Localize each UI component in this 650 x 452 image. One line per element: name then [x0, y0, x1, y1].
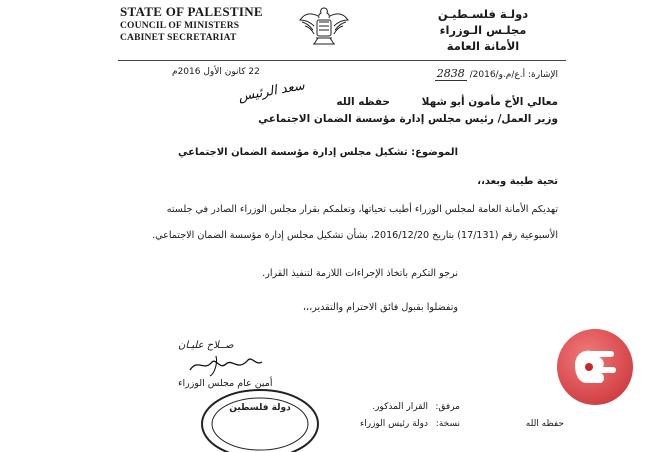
reference-prefix: الإشارة: أ.ع/م.و/2016/: [469, 70, 558, 80]
letter-reference: [435, 67, 558, 80]
handwritten-signature: [186, 352, 266, 378]
body-paragraph-line1: تهديكم الأمانة العامة لمجلس الوزراء أطيب تحياتها، وتعلمكم بقرار مجلس الوزراء الصادر في جلسته: [166, 204, 558, 215]
signatory-name: صــلاح عليـان: [178, 340, 234, 351]
attachments-label: مرفق:: [435, 402, 460, 412]
header-ar-line3: الأمانة العامة: [446, 39, 520, 53]
reference-number: 2838: [436, 67, 465, 80]
header-divider: [118, 60, 566, 61]
copy-honorific: حفظه الله: [525, 419, 564, 429]
stamp-text: دولة فلسطين: [229, 403, 291, 413]
copy-label: نسخة:: [435, 419, 460, 429]
header-en-line3: CABINET SECRETARIAT: [120, 33, 237, 43]
addressee-title: وزير العمل/ رئيس مجلس إدارة مؤسسة الضمان الاجتماعي: [258, 113, 558, 125]
addressee-name: معالي الأخ مأمون أبو شهلا: [421, 96, 558, 108]
eagle-emblem-icon: [296, 4, 352, 48]
header-en-line2: COUNCIL OF MINISTERS: [120, 21, 240, 31]
header-ar-line1: دولـة فلسـطيـن: [437, 7, 529, 21]
header-ar-line2: مجلـس الـوزراء: [439, 23, 527, 37]
watermark-logo-icon: [553, 325, 637, 409]
attachments-value: القرار المذكور.: [372, 402, 428, 412]
signatory-title: أمين عام مجلس الوزراء: [178, 378, 273, 389]
subject-line: الموضوع: تشكيل مجلس إدارة مؤسسة الضمان الاجتماعي: [178, 147, 458, 158]
greeting: تحية طيبة وبعد،،: [477, 176, 558, 187]
header-en-line1: STATE OF PALESTINE: [120, 4, 263, 19]
handwritten-note: سعد الرئيس: [237, 78, 306, 105]
header-arabic: [408, 6, 558, 54]
body-closing: وتفضلوا بقبول فائق الاحترام والتقدير،،،: [302, 302, 458, 313]
official-stamp: [196, 382, 324, 452]
copy-recipient: دولة رئيس الوزراء: [359, 419, 428, 429]
header-english: [120, 4, 290, 44]
letter-date: 22 كانون الأول 2016م: [172, 67, 260, 77]
body-paragraph-line2: الأسبوعية رقم (17/131) بتاريخ 2016/12/20، بشأن تشكيل مجلس إدارة مؤسسة الضمان الاجتماعي.: [152, 230, 558, 241]
addressee-honorific: حفظه الله: [336, 96, 390, 108]
body-request: نرجو التكرم باتخاذ الإجراءات اللازمة لتنفيذ القرار.: [262, 268, 458, 279]
